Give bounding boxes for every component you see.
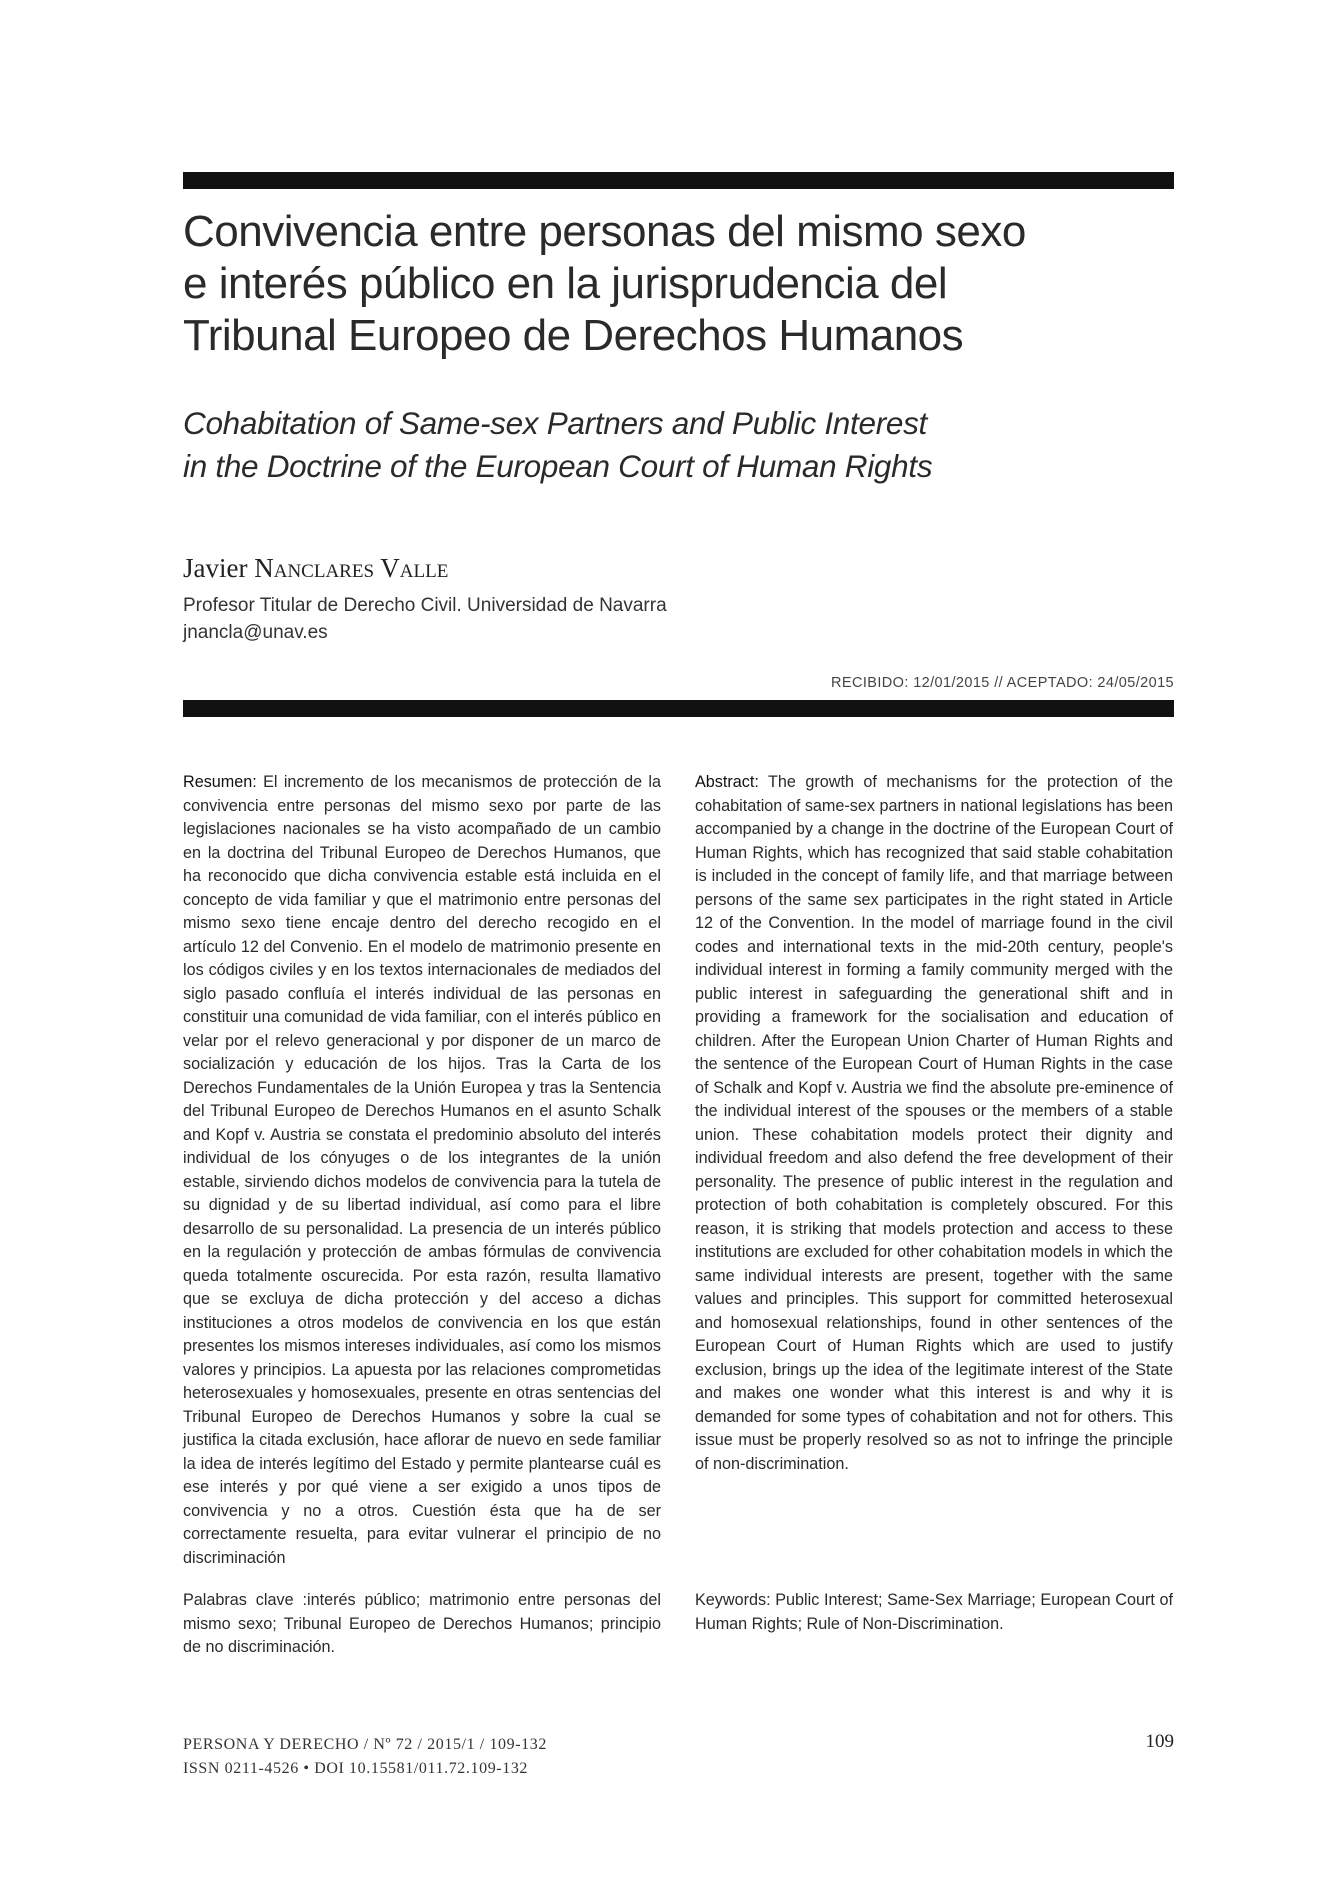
author-affiliation: Profesor Titular de Derecho Civil. Universidad de Navarra <box>183 595 667 616</box>
title-es-line: e interés público en la jurisprudencia del <box>183 259 948 308</box>
article-title-english <box>183 402 1143 488</box>
author-first-name: Javier <box>183 553 255 583</box>
page-number: 109 <box>1145 1731 1174 1752</box>
keywords-en-label: Keywords: <box>695 1591 771 1609</box>
abstract-es-text: El incremento de los mecanismos de protección de la convivencia entre personas del mismo sexo por parte de las legislaciones nacionales se ha visto acompañado de un cambio en la doctrina del Tribunal Europeo de Derechos Humanos, que ha reconocido que dicha convivencia estable está incluida en el concepto de vida familiar y que el matrimonio entre personas del mismo sexo tiene encaje dentro del derecho recogido en el artículo 12 del Convenio. En el modelo de matrimonio presente en los códigos civiles y en los textos internacionales de mediados del siglo pasado confluía el interés individual de las personas en constituir una comunidad de vida familiar, con el interés público en velar por el relevo generacional y por disponer de un marco de socialización y educación de los hijos. Tras la Carta de los Derechos Fundamentales de la Unión Europea y tras la Sentencia del Tribunal Europeo de Derechos Humanos en el asunto Schalk and Kopf v. Austria se constata el predominio absoluto del interés individual de los cónyuges o de los integrantes de la unión estable, sirviendo dichos modelos de convivencia para la tutela de su dignidad y de su libertad individual, así como para el libre desarrollo de su personalidad. La presencia de un interés público en la regulación y protección de ambas fórmulas de convivencia queda totalmente oscurecida. Por esta razón, resulta llamativo que se excluya de dicha protección y del acceso a dichas instituciones a otros modelos de convivencia en los que están presentes los mismos intereses individuales, así como los mismos valores y principios. La apuesta por las relaciones comprometidas heterosexuales y homosexuales, presente en otras sentencias del Tribunal Europeo de Derechos Humanos y sobre la cual se justifica la citada exclusión, hace aflorar de nuevo en sede familiar la idea de interés legítimo del Estado y permite plantearse cuál es ese interés y por qué viene a ser exigido a unos tipos de convivencia y no a otros. Cuestión ésta que ha de ser correctamente resuelta, para evitar vulnerar el principio de no discriminación <box>183 773 661 1567</box>
title-es-line: Tribunal Europeo de Derechos Humanos <box>183 311 964 360</box>
bottom-rule <box>183 700 1174 717</box>
top-rule <box>183 172 1174 189</box>
keywords-en-text: Public Interest; Same-Sex Marriage; European Court of Human Rights; Rule of Non-Discrimination. <box>695 1591 1173 1633</box>
author-email[interactable]: jnancla@unav.es <box>183 622 328 643</box>
abstract-en-label: Abstract: <box>695 773 759 791</box>
title-en-line: in the Doctrine of the European Court of Human Rights <box>183 448 933 484</box>
keywords-spanish <box>183 1589 661 1660</box>
article-title-spanish <box>183 206 1143 362</box>
keywords-es-text: interés público; matrimonio entre personas del mismo sexo; Tribunal Europeo de Derechos Humanos; principio de no discriminación. <box>183 1591 661 1656</box>
journal-footer <box>183 1733 547 1781</box>
title-es-line: Convivencia entre personas del mismo sexo <box>183 207 1026 256</box>
abstract-es-label: Resumen: <box>183 773 257 791</box>
received-accepted-dates: RECIBIDO: 12/01/2015 // ACEPTADO: 24/05/2015 <box>831 675 1174 691</box>
author-last-name: Nanclares Valle <box>254 553 449 583</box>
author-affiliation-block <box>183 592 667 646</box>
journal-citation: PERSONA Y DERECHO / Nº 72 / 2015/1 / 109-132 <box>183 1736 547 1753</box>
abstract-spanish <box>183 771 661 1570</box>
keywords-es-label: Palabras clave : <box>183 1591 307 1609</box>
title-en-line: Cohabitation of Same-sex Partners and Public Interest <box>183 405 928 441</box>
keywords-english <box>695 1589 1173 1636</box>
abstract-en-text: The growth of mechanisms for the protection of the cohabitation of same-sex partners in national legislations has been accompanied by a change in the doctrine of the European Court of Human Rights, which has recognized that said stable cohabitation is included in the concept of family life, and that marriage between persons of the same sex participates in the right stated in Article 12 of the Convention. In the model of marriage found in the civil codes and international texts in the mid-20th century, people's individual interest in forming a family community merged with the public interest in safeguarding the generational shift and in providing a framework for the socialisation and education of children. After the European Union Charter of Human Rights and the sentence of the European Court of Human Rights in the case of Schalk and Kopf v. Austria we find the absolute pre-eminence of the individual interest of the spouses or the members of a stable union. These cohabitation models protect their dignity and individual freedom and also defend the free development of their personality. The presence of public interest in the regulation and protection of both cohabitation is completely obscured. For this reason, it is striking that models protection and access to these institutions are excluded for other cohabitation models in which the same individual interests are present, together with the same values and principles. This support for committed heterosexual and homosexual relationships, found in other sentences of the European Court of Human Rights which are used to justify exclusion, brings up the idea of the legitimate interest of the State and makes one wonder what this interest is and why it is demanded for some types of cohabitation and not for others. This issue must be properly resolved so as not to infringe the principle of non-discrimination. <box>695 773 1173 1473</box>
abstract-english <box>695 771 1173 1476</box>
author-name <box>183 553 448 584</box>
issn-doi: ISSN 0211-4526 • DOI 10.15581/011.72.109-132 <box>183 1760 529 1777</box>
